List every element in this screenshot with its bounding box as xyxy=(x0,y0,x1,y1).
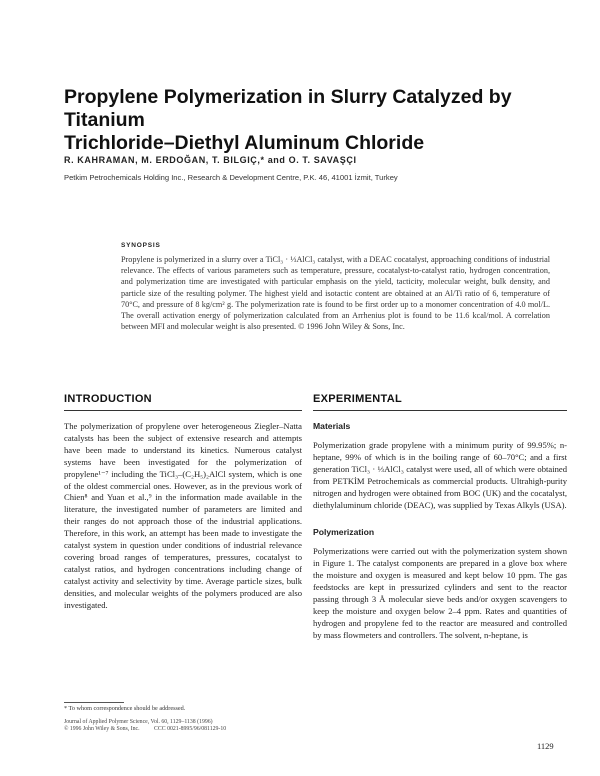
right-column xyxy=(313,393,567,642)
footnote-divider xyxy=(64,702,124,703)
journal-line-2: © 1996 John Wiley & Sons, Inc. CCC 0021-8995/96/081129-10 xyxy=(64,726,227,733)
left-column xyxy=(64,393,302,612)
page-number: 1129 xyxy=(537,741,554,751)
experimental-rule xyxy=(313,410,567,411)
footnote: * To whom correspondence should be addressed. xyxy=(64,705,186,712)
title-line-1: Propylene Polymerization in Slurry Catalyzed by Titanium xyxy=(64,86,512,131)
affiliation: Petkim Petrochemicals Holding Inc., Research & Development Centre, P.K. 46, 41001 İzmit, Turkey xyxy=(64,173,398,182)
synopsis-text: Propylene is polymerized in a slurry over a TiCl₃ · ⅓AlCl₃ catalyst, with a DEAC cocatalyst, approaching conditions of industrial relevance. The effects of various parameters such as temperature, pressure, cocatalyst-to-catalyst ratio, hydrogen concentration, and polymerization time are investigated with particular emphasis on the yield, tacticity, molecular weight, bulk density, and particle size of the resulting polymer. The highest yield and isotactic content are obtained at an Al/Ti ratio of 6, temperature of 70°C, and pressure of 8 kg/cm² g. The polymerization rate is found to be first order up to a monomer concentration of 4.0 mol/L. The overall activation energy of polymerization calculated from an Arrhenius plot is found to be 11.6 kcal/mol. A correlation between MFI and molecular weight is also presented. © 1996 John Wiley & Sons, Inc. xyxy=(121,255,550,332)
title-line-2: Trichloride–Diethyl Aluminum Chloride xyxy=(64,132,425,154)
author-list: R. KAHRAMAN, M. ERDOĞAN, T. BILGIÇ,* and O. T. SAVAŞÇI xyxy=(64,155,357,165)
materials-heading: Materials xyxy=(313,421,351,431)
introduction-rule xyxy=(64,410,302,411)
journal-citation xyxy=(64,719,314,734)
polymerization-heading: Polymerization xyxy=(313,527,375,538)
introduction-heading: INTRODUCTION xyxy=(64,393,152,405)
synopsis-heading: SYNOPSIS xyxy=(121,242,161,249)
article-title xyxy=(64,86,554,155)
journal-line-1: Journal of Applied Polymer Science, Vol. 60, 1129–1138 (1996) xyxy=(64,719,213,725)
polymerization-text: Polymerizations were carried out with the polymerization system shown in Figure 1. The catalyst components are prepared in a glove box where the moisture and oxygen is measured and kept below 10 ppm. The gas feedstocks are kept in pressurized cylinders and sent to the reactor passing through 3 Å molecular sieve beds and/or oxygen scavengers to keep the moisture and oxygen below 2–4 ppm. Rates and quantities of hydrogen and propylene fed to the reactor are measured and controlled by mass flowmeters and controllers. The solvent, n-heptane, is xyxy=(313,546,567,640)
materials-text: Polymerization grade propylene with a minimum purity of 99.95%; n-heptane, 99% of which is in the boiling range of 60–70°C; and a first generation TiCl₃ · ⅓AlCl₃ catalyst were used, all of which were obtained from PETKİM Petrochemicals as commercial products. Ultrahigh-purity nitrogen and hydrogen were obtained from BOC (UK) and the cocatalyst, diethylaluminum chloride (DEAC), was supplied by Texas Alkyls (USA). xyxy=(313,440,567,510)
introduction-text: The polymerization of propylene over heterogeneous Ziegler–Natta catalysts has been the subject of extensive research and attempts have been made to understand its kinetics. Numerous catalyst systems have been investigated for the polymerization of propylene¹⁻⁷ including the TiCl₃–(C₂H₅)₂AlCl system, which is one of the oldest commercial ones. However, as in the previous work of Chien⁸ and Yuan et al.,⁹ in the information made available in the literature, the investigated number of parameters are limited and their ranges do not approach those of the industrial applications. Therefore, in this work, an attempt has been made to investigate the catalyst system in question under conditions of industrial relevance covering broad ranges of temperatures, pressures, cocatalyst to catalyst ratios, and hydrogen concentrations including change of catalyst activity and selectivity by time. Average particle sizes, bulk densities, and molecular weights of the polymers produced are also investigated. xyxy=(64,421,302,610)
experimental-heading: EXPERIMENTAL xyxy=(313,393,402,405)
